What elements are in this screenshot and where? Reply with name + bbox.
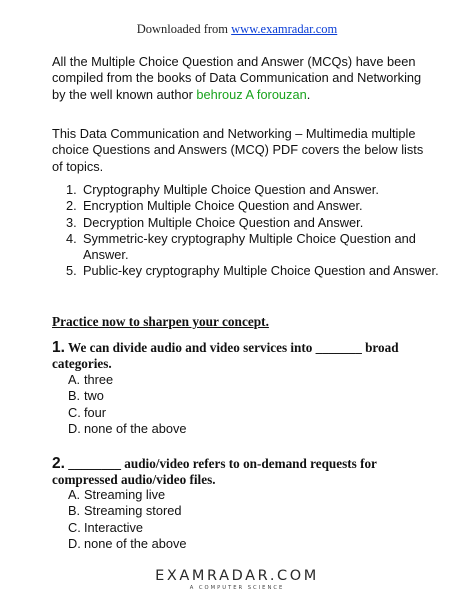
- question-1-options: [68, 372, 186, 437]
- option-item: [68, 405, 186, 421]
- option-letter: D.: [68, 420, 81, 436]
- question-number: 2.: [52, 455, 65, 472]
- question-2: [52, 456, 432, 487]
- option-item: [68, 421, 186, 437]
- topic-label: Public-key cryptography Multiple Choice Question and Answer.: [83, 263, 439, 279]
- option-text: none of the above: [84, 535, 187, 551]
- option-item: [68, 372, 186, 388]
- option-letter: A.: [68, 487, 81, 502]
- option-text: Streaming live: [84, 487, 166, 502]
- option-item: [68, 487, 186, 503]
- topic-item: [66, 263, 446, 279]
- examradar-logo: [0, 568, 474, 591]
- option-text: two: [84, 388, 104, 404]
- option-text: three: [84, 372, 114, 387]
- topic-label: Encryption Multiple Choice Question and Answer.: [83, 198, 363, 214]
- topic-label: Decryption Multiple Choice Question and Answer.: [83, 214, 364, 230]
- topic-label: Symmetric-key cryptography Multiple Choice Question and Answer.: [83, 230, 416, 263]
- question-1: [52, 340, 432, 371]
- question-2-options: [68, 487, 186, 552]
- question-text: We can divide audio and video services into _______ broad categories.: [52, 340, 399, 371]
- download-header: [0, 22, 474, 37]
- coverage-paragraph: This Data Communication and Networking – Multimedia multiple choice Questions and Answers (MCQ) PDF covers the below lists of topics.: [52, 126, 424, 174]
- option-item: [68, 388, 186, 404]
- header-prefix: Downloaded from: [136, 22, 232, 36]
- topic-item: [66, 215, 446, 231]
- option-letter: B.: [68, 503, 81, 519]
- option-item: [68, 503, 186, 519]
- topic-number: 2.: [66, 198, 77, 214]
- option-item: [68, 536, 186, 552]
- topic-item: [66, 231, 446, 264]
- question-text: ________ audio/video refers to on-demand requests for compressed audio/video files.: [52, 456, 377, 487]
- topic-item: [66, 182, 446, 198]
- intro-paragraph: [52, 54, 428, 103]
- topic-number: 3.: [66, 214, 77, 230]
- topic-number: 5.: [66, 263, 77, 279]
- intro-text: All the Multiple Choice Question and Answer (MCQs) have been compiled from the books of Data Communication and Networking by the well known author: [52, 54, 422, 102]
- option-text: none of the above: [84, 420, 187, 436]
- option-letter: A.: [68, 372, 81, 387]
- option-letter: C.: [68, 404, 81, 420]
- examradar-link[interactable]: www.examradar.com: [231, 22, 338, 36]
- topic-number: 1.: [66, 182, 77, 197]
- option-text: Interactive: [84, 519, 144, 535]
- logo-tagline: A COMPUTER SCIENCE: [189, 585, 285, 591]
- topic-item: [66, 198, 446, 214]
- option-letter: C.: [68, 519, 81, 535]
- topic-label: Cryptography Multiple Choice Question and Answer.: [83, 182, 379, 197]
- practice-heading: Practice now to sharpen your concept.: [52, 314, 269, 329]
- option-letter: D.: [68, 535, 81, 551]
- option-item: [68, 520, 186, 536]
- question-number: 1.: [52, 339, 65, 356]
- author-name: behrouz A forouzan: [196, 86, 307, 102]
- option-letter: B.: [68, 388, 81, 404]
- option-text: Streaming stored: [84, 503, 182, 519]
- topic-number: 4.: [66, 230, 77, 246]
- topic-list: [52, 182, 446, 280]
- logo-brand: EXAMRADAR.COM: [155, 568, 319, 584]
- intro-end: .: [306, 86, 311, 102]
- option-text: four: [84, 404, 107, 420]
